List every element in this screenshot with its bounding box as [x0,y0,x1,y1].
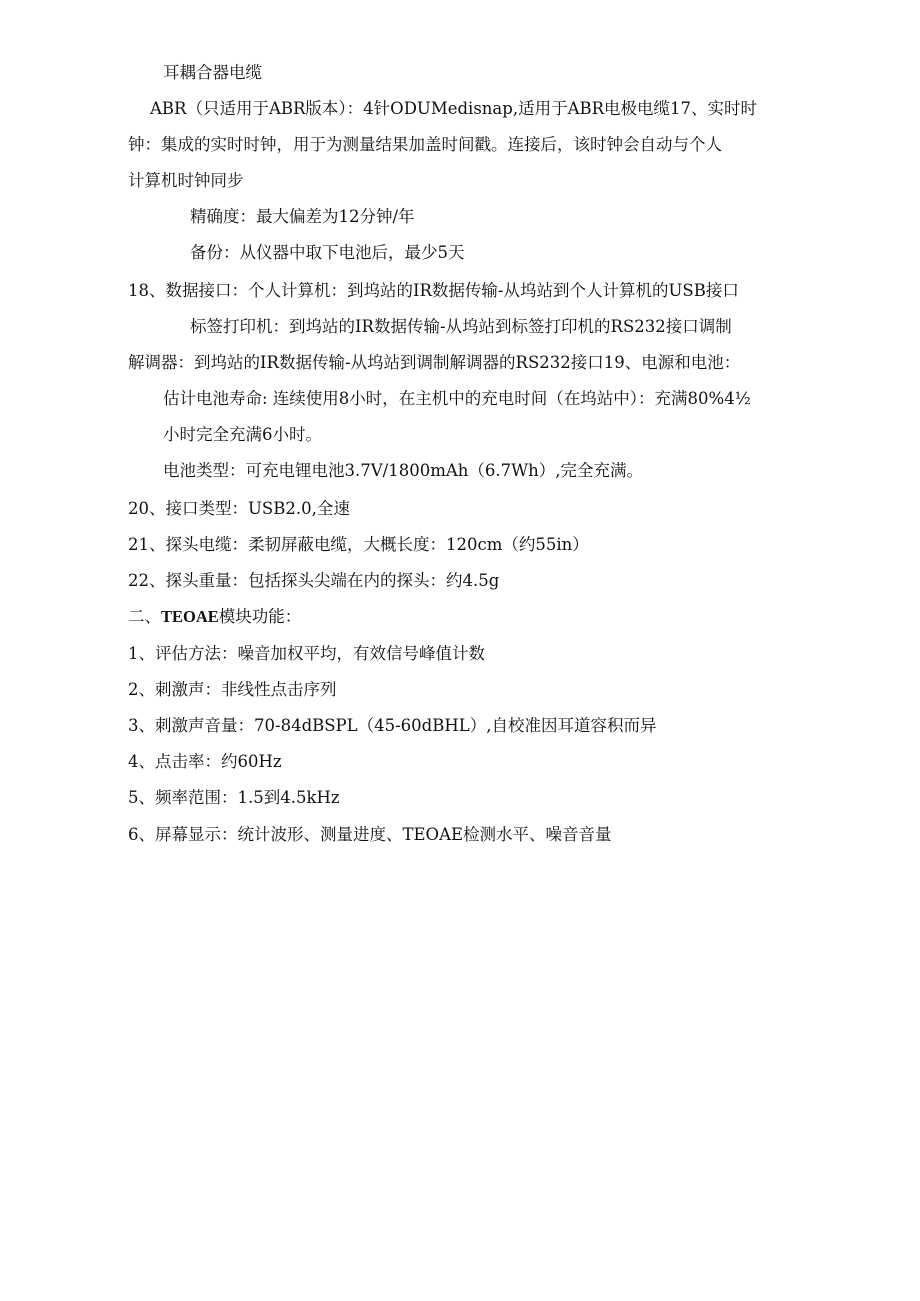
text-line: ABR（只适用于ABR版本）：4针ODUMedisnap,适用于ABR电极电缆17、实时时 [150,99,758,118]
text-line: 精确度：最大偏差为12分钟/年 [190,207,415,226]
list-item: 3、刺激声音量：70-84dBSPL（45-60dBHL）,自校准因耳道容积而异 [128,716,657,735]
text-line: 备份：从仪器中取下电池后，最少5天 [190,243,465,262]
section-heading [128,606,301,628]
list-item: 6、屏幕显示：统计波形、测量进度、TEOAE检测水平、噪音音量 [128,825,612,844]
section-heading-prefix: 二、 [128,607,161,626]
section-heading-bold: TEOAE [161,607,219,626]
text-line: 22、探头重量：包括探头尖端在内的探头：约4.5g [128,571,500,590]
text-line: 标签打印机：到坞站的IR数据传输-从坞站到标签打印机的RS232接口调制 [190,317,732,336]
text-line: 18、数据接口：个人计算机：到坞站的IR数据传输-从坞站到个人计算机的USB接口 [128,281,739,300]
list-item: 1、评估方法：噪音加权平均，有效信号峰值计数 [128,644,485,663]
list-item: 4、点击率：约60Hz [128,752,282,771]
text-line: 耳耦合器电缆 [163,63,262,82]
text-line: 估计电池寿命: 连续使用8小时，在主机中的充电时间（在坞站中）：充满80%4½ [163,389,751,408]
text-line: 电池类型：可充电锂电池3.7V/1800mAh（6.7Wh）,完全充满。 [163,461,643,480]
list-item: 5、频率范围：1.5到4.5kHz [128,788,340,807]
text-line: 21、探头电缆：柔韧屏蔽电缆，大概长度：120cm（约55in） [128,535,589,554]
text-line: 钟：集成的实时时钟，用于为测量结果加盖时间戳。连接后，该时钟会自动与个人 [128,135,722,154]
section-heading-suffix: 模块功能： [218,607,302,626]
text-line: 解调器：到坞站的IR数据传输-从坞站到调制解调器的RS232接口19、电源和电池： [128,353,741,372]
list-item: 2、刺激声：非线性点击序列 [128,680,337,699]
text-line: 20、接口类型：USB2.0,全速 [128,499,350,518]
text-line: 小时完全充满6小时。 [163,425,322,444]
text-line: 计算机时钟同步 [128,171,244,190]
